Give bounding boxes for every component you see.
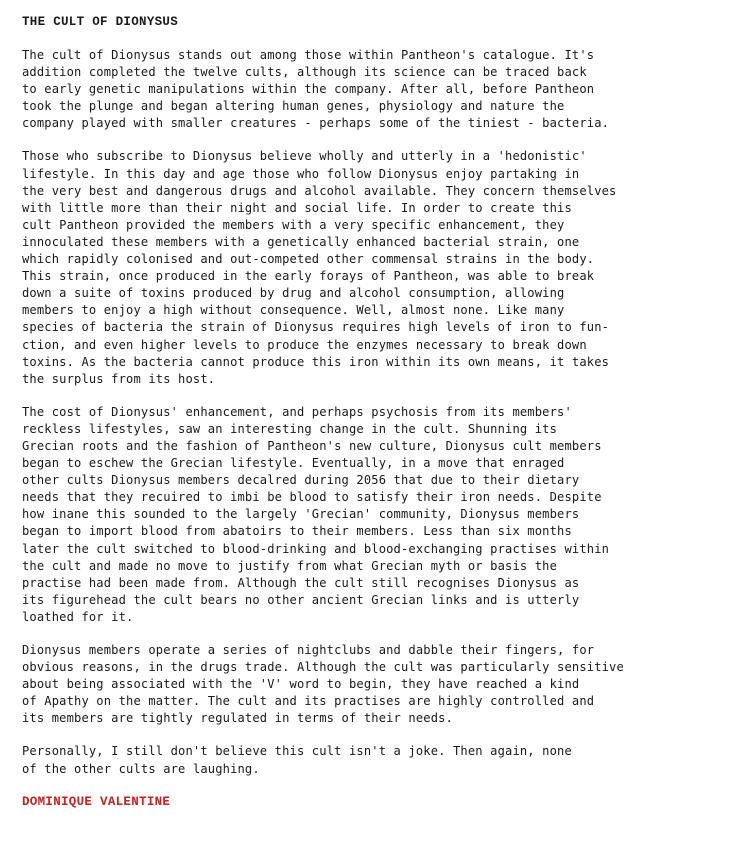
paragraph-operations: Dionysus members operate a series of nightclubs and dabble their fingers, for obvious reasons, in the drugs trade. Although the cult was particularly sensitive about being associated with the 'V' word to begin, they have reached a kind of Apathy on the matter. The cult and its practises are highly controlled and its members are tightly regulated in terms of their needs. — [22, 643, 624, 726]
paragraph-closing: Personally, I still don't believe this cult isn't a joke. Then again, none of the other cults are laughing. — [22, 744, 572, 776]
paragraph-hedonism: Those who subscribe to Dionysus believe wholly and utterly in a 'hedonistic' lifestyle. In this day and age those who follow Dionysus enjoy partaking in the very best and dangerous drugs and alcohol available. They concern themselves with little more than their night and social life. In order to create this cult Pantheon provided the members with a very specific enhancement, they innoculated these members with a genetically enhanced bacterial strain, one which rapidly colonised and out-competed other commensal strains in the body. This strain, once produced in the early forays of Pantheon, was able to break down a suite of toxins produced by drug and alcohol consumption, allowing members to enjoy a high without consequence. Well, almost none. Like many species of bacteria the strain of Dionysus requires high levels of iron to fun- ction, and even higher levels to produce the enzymes necessary to break down toxins. As the bacteria cannot produce this iron within its own means, it takes the surplus from its host. — [22, 149, 617, 386]
author-signature: DOMINIQUE VALENTINE — [22, 794, 171, 809]
paragraph-intro: The cult of Dionysus stands out among those within Pantheon's catalogue. It's addition completed the twelve cults, although its science can be traced back to early genetic manipulations within the company. After all, before Pantheon took the plunge and began altering human genes, physiology and nature the company played with smaller creatures - perhaps some of the tiniest - bacteria. — [22, 48, 610, 131]
document-page — [22, 14, 742, 811]
document-title: THE CULT OF DIONYSUS — [22, 15, 179, 29]
paragraph-cost: The cost of Dionysus' enhancement, and perhaps psychosis from its members' reckless lifestyles, saw an interesting change in the cult. Shunning its Grecian roots and the fashion of Pantheon's new culture, Dionysus cult members began to eschew the Grecian lifestyle. Eventually, in a move that enraged other cults Dionysus members decalred during 2056 that due to their dietary needs that they recuired to imbi be blood to satisfy their iron needs. Despite how inane this sounded to the largely 'Grecian' community, Dionysus members began to import blood from abatoirs to their members. Less than six months later the cult switched to blood-drinking and blood-exchanging practises within the cult and made no move to justify from what Grecian myth or basis the practise had been made from. Although the cult still recognises Dionysus as its figurehead the cult bears no other ancient Grecian links and is utterly loathed for it. — [22, 404, 610, 624]
